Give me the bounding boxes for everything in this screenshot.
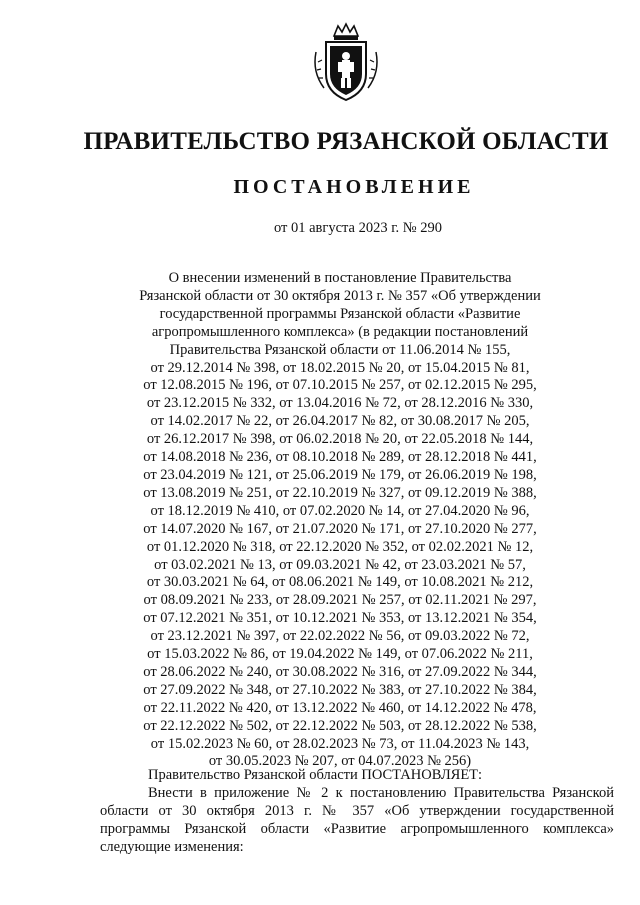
heading-line: от 07.12.2021 № 351, от 10.12.2021 № 353, от 13.12.2021 № 354, [143,610,537,627]
heading-line: от 13.08.2019 № 251, от 22.10.2019 № 327, от 09.12.2019 № 388, [143,484,537,501]
document-kind: ПОСТАНОВЛЕНИЕ [233,176,475,198]
heading-line: от 14.02.2017 № 22, от 26.04.2017 № 82, от 30.08.2017 № 205, [150,413,530,430]
heading-line: от 22.12.2022 № 502, от 22.12.2022 № 503, от 28.12.2022 № 538, [143,717,537,734]
heading-line: от 29.12.2014 № 398, от 18.02.2015 № 20, от 15.04.2015 № 81, [150,359,530,376]
heading-line: государственной программы Рязанской области «Развитие [159,305,521,322]
document-body [100,766,614,856]
body-line: программы Рязанской области «Развитие агропромышленного комплекса» [100,821,614,837]
heading-line: от 14.07.2020 № 167, от 21.07.2020 № 171, от 27.10.2020 № 277, [143,520,537,537]
heading-line: О внесении изменений в постановление Правительства [168,270,512,286]
heading-line: от 08.09.2021 № 233, от 28.09.2021 № 257, от 02.11.2021 № 297, [143,592,537,609]
heading-line: Рязанской области от 30 октября 2013 г. № 357 «Об утверждении [139,287,541,304]
heading-line: агропромышленного комплекса» (в редакции постановлений [151,323,529,340]
heading-line: от 22.11.2022 № 420, от 13.12.2022 № 460, от 14.12.2022 № 478, [143,699,537,716]
heading-line: от 14.08.2018 № 236, от 08.10.2018 № 289, от 28.12.2018 № 441, [143,449,537,466]
heading-line: от 27.09.2022 № 348, от 27.10.2022 № 383, от 27.10.2022 № 384, [143,681,537,698]
document-heading [100,270,580,771]
heading-line: от 01.12.2020 № 318, от 22.12.2020 № 352, от 02.02.2021 № 12, [146,538,534,555]
heading-line: от 30.03.2021 № 64, от 08.06.2021 № 149, от 10.08.2021 № 212, [146,574,534,591]
heading-line: от 23.12.2021 № 397, от 22.02.2022 № 56, от 09.03.2022 № 72, [150,628,530,645]
heading-line: от 15.02.2023 № 60, от 28.02.2023 № 73, от 11.04.2023 № 143, [150,735,530,752]
heading-line: от 30.05.2023 № 207, от 04.07.2023 № 256) [208,753,472,770]
heading-line: от 28.06.2022 № 240, от 30.08.2022 № 316, от 27.09.2022 № 344, [143,663,537,680]
resolves-paragraph: Правительство Рязанской области ПОСТАНОВЛЯЕТ: [148,767,483,783]
heading-line: от 18.12.2019 № 410, от 07.02.2020 № 14, от 27.04.2020 № 96, [150,502,530,519]
body-line: Внести в приложение № 2 к постановлению Правительства Рязанской [148,785,614,801]
heading-line: от 12.08.2015 № 196, от 07.10.2015 № 257, от 02.12.2015 № 295, [143,377,537,394]
body-line: следующие изменения: [100,839,244,855]
heading-line: Правительства Рязанской области от 11.06.2014 № 155, [169,341,511,358]
coat-of-arms-icon [310,22,382,106]
body-line: области от 30 октября 2013 г. № 357 «Об утверждении государственной [100,803,614,819]
government-title: ПРАВИТЕЛЬСТВО РЯЗАНСКОЙ ОБЛАСТИ [83,128,609,155]
heading-line: от 26.12.2017 № 398, от 06.02.2018 № 20, от 22.05.2018 № 144, [146,431,534,448]
heading-line: от 23.04.2019 № 121, от 25.06.2019 № 179, от 26.06.2019 № 198, [143,466,537,483]
heading-line: от 15.03.2022 № 86, от 19.04.2022 № 149, от 07.06.2022 № 211, [147,646,533,663]
document-date-number: от 01 августа 2023 г. № 290 [273,220,443,236]
heading-line: от 23.12.2015 № 332, от 13.04.2016 № 72, от 28.12.2016 № 330, [146,395,534,412]
heading-line: от 03.02.2021 № 13, от 09.03.2021 № 42, от 23.03.2021 № 57, [154,556,526,573]
